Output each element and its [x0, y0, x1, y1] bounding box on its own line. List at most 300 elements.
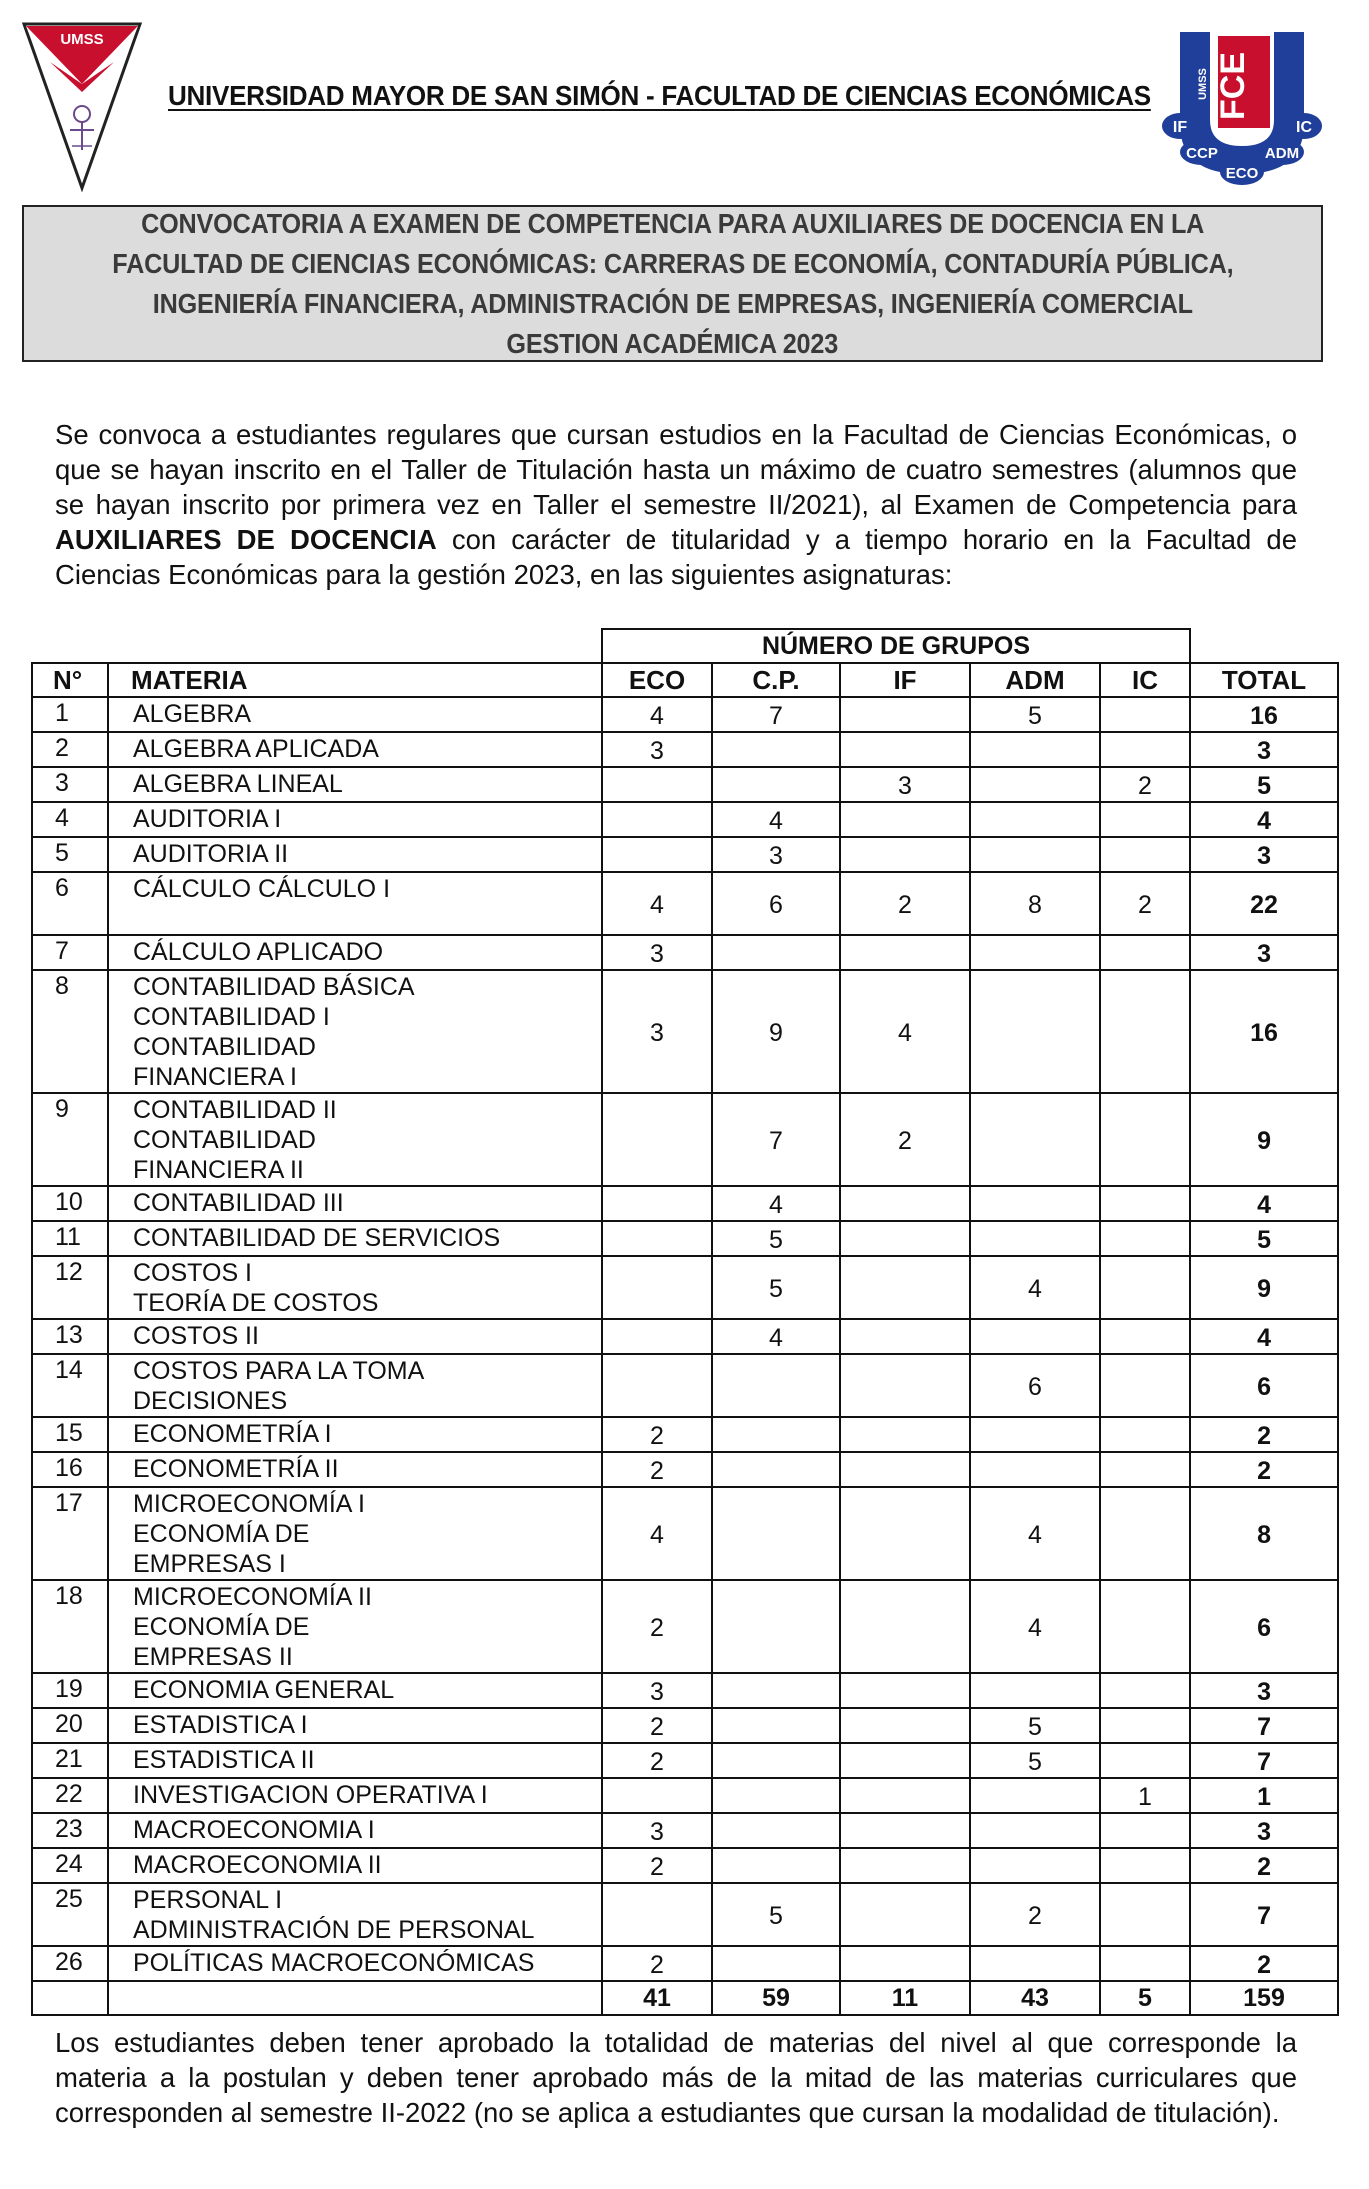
materia-line: ESTADISTICA II	[133, 1746, 315, 1774]
adm-value	[970, 1946, 1100, 1981]
materia-line: CONTABILIDAD	[133, 1126, 316, 1154]
table-row	[32, 1580, 1338, 1673]
cp-value: 7	[712, 1093, 840, 1186]
university-title: UNIVERSIDAD MAYOR DE SAN SIMÓN - FACULTAD DE CIENCIAS ECONÓMICAS	[168, 80, 1151, 111]
cp-value	[712, 1708, 840, 1743]
fce-logo-main: FCE	[1214, 52, 1252, 120]
cp-value	[712, 1946, 840, 1981]
materia-line: PERSONAL I	[133, 1886, 283, 1914]
if-value	[840, 1743, 970, 1778]
ic-value	[1100, 837, 1190, 872]
row-total: 4	[1190, 802, 1338, 837]
materia-cell	[108, 1673, 602, 1708]
row-number: 15	[32, 1417, 108, 1452]
row-number: 6	[32, 872, 108, 935]
table-row	[32, 802, 1338, 837]
fce-tag-ic: IC	[1296, 119, 1312, 136]
umss-logo-text: UMSS	[60, 31, 104, 48]
materia-line: FINANCIERA II	[133, 1156, 304, 1184]
table-row	[32, 837, 1338, 872]
col-eco: ECO	[602, 663, 712, 697]
cp-value	[712, 1487, 840, 1580]
table-row	[32, 1883, 1338, 1946]
adm-value: 5	[970, 697, 1100, 732]
total-cp: 59	[712, 1981, 840, 2015]
materia-line: MICROECONOMÍA II	[133, 1583, 372, 1611]
banner-line: INGENIERÍA FINANCIERA, ADMINISTRACIÓN DE EMPRESAS, INGENIERÍA COMERCIAL	[152, 287, 1193, 319]
materia-cell	[108, 1778, 602, 1813]
materia-line: MICROECONOMÍA I	[133, 1490, 365, 1518]
row-number: 5	[32, 837, 108, 872]
materia-line: ESTADISTICA I	[133, 1711, 308, 1739]
total-if: 11	[840, 1981, 970, 2015]
ic-value	[1100, 1221, 1190, 1256]
materia-cell	[108, 697, 602, 732]
ic-value	[1100, 1848, 1190, 1883]
ic-value	[1100, 1487, 1190, 1580]
if-value	[840, 732, 970, 767]
row-total: 16	[1190, 970, 1338, 1093]
if-value	[840, 802, 970, 837]
col-adm: ADM	[970, 663, 1100, 697]
adm-value	[970, 1221, 1100, 1256]
eco-value: 3	[602, 1673, 712, 1708]
fce-logo-vertical: UMSS	[1197, 68, 1209, 100]
eco-value: 4	[602, 872, 712, 935]
cp-value	[712, 1813, 840, 1848]
eco-value: 3	[602, 732, 712, 767]
ic-value	[1100, 732, 1190, 767]
row-total: 22	[1190, 872, 1338, 935]
eco-value: 4	[602, 697, 712, 732]
total-adm: 43	[970, 1981, 1100, 2015]
table-row	[32, 1093, 1338, 1186]
materia-cell	[108, 1813, 602, 1848]
ic-value	[1100, 1673, 1190, 1708]
row-number: 12	[32, 1256, 108, 1319]
eco-value: 2	[602, 1946, 712, 1981]
row-number: 4	[32, 802, 108, 837]
adm-value: 6	[970, 1354, 1100, 1417]
table-row	[32, 1673, 1338, 1708]
eco-value: 3	[602, 935, 712, 970]
col-cp: C.P.	[712, 663, 840, 697]
materia-line: POLÍTICAS MACROECONÓMICAS	[133, 1949, 535, 1977]
adm-value: 4	[970, 1487, 1100, 1580]
totals-blank	[32, 1981, 108, 2015]
adm-value: 5	[970, 1708, 1100, 1743]
cp-value: 5	[712, 1256, 840, 1319]
adm-value	[970, 732, 1100, 767]
cp-value	[712, 935, 840, 970]
row-number: 8	[32, 970, 108, 1093]
col-ic: IC	[1100, 663, 1190, 697]
cp-value	[712, 767, 840, 802]
table-row	[32, 767, 1338, 802]
materia-line: CONTABILIDAD II	[133, 1096, 337, 1124]
materia-cell	[108, 970, 602, 1093]
if-value	[840, 1417, 970, 1452]
cp-value	[712, 1354, 840, 1417]
row-number: 13	[32, 1319, 108, 1354]
if-value	[840, 1354, 970, 1417]
materia-cell	[108, 1883, 602, 1946]
ic-value	[1100, 935, 1190, 970]
row-total: 6	[1190, 1354, 1338, 1417]
materia-cell	[108, 872, 602, 935]
table-row	[32, 732, 1338, 767]
eco-value: 3	[602, 1813, 712, 1848]
adm-value	[970, 1186, 1100, 1221]
materia-line: ECONOMÍA DE	[133, 1613, 310, 1641]
row-number: 24	[32, 1848, 108, 1883]
row-total: 2	[1190, 1848, 1338, 1883]
col-number: N°	[32, 663, 108, 697]
eco-value: 2	[602, 1708, 712, 1743]
fce-tag-ccp: CCP	[1186, 145, 1218, 162]
eco-value: 2	[602, 1743, 712, 1778]
row-number: 10	[32, 1186, 108, 1221]
materia-line: MACROECONOMIA I	[133, 1816, 375, 1844]
row-total: 2	[1190, 1417, 1338, 1452]
ic-value	[1100, 1708, 1190, 1743]
intro-bold: AUXILIARES DE DOCENCIA	[55, 524, 437, 555]
cp-value: 5	[712, 1221, 840, 1256]
materia-line: EMPRESAS I	[133, 1550, 286, 1578]
row-total: 3	[1190, 935, 1338, 970]
ic-value	[1100, 802, 1190, 837]
table-row	[32, 1354, 1338, 1417]
materia-line: CONTABILIDAD I	[133, 1003, 330, 1031]
col-materia: MATERIA	[108, 663, 602, 697]
if-value	[840, 935, 970, 970]
adm-value: 4	[970, 1256, 1100, 1319]
cp-value: 4	[712, 1186, 840, 1221]
row-total: 2	[1190, 1946, 1338, 1981]
materia-line: EMPRESAS II	[133, 1643, 293, 1671]
cp-value: 5	[712, 1883, 840, 1946]
ic-value	[1100, 697, 1190, 732]
adm-value	[970, 935, 1100, 970]
row-number: 7	[32, 935, 108, 970]
ic-value	[1100, 970, 1190, 1093]
totals-blank	[108, 1981, 602, 2015]
cp-value	[712, 1848, 840, 1883]
banner-line: GESTION ACADÉMICA 2023	[506, 327, 839, 359]
materia-cell	[108, 1580, 602, 1673]
adm-value	[970, 1673, 1100, 1708]
ic-value	[1100, 1452, 1190, 1487]
materia-cell	[108, 1452, 602, 1487]
cp-value	[712, 1452, 840, 1487]
materia-cell	[108, 1319, 602, 1354]
row-number: 26	[32, 1946, 108, 1981]
ic-value	[1100, 1946, 1190, 1981]
intro-text-end: con carácter de titularidad y a tiempo horario en la Facultad de Ciencias Económicas para la gestión 2023, en las siguientes asignaturas:	[55, 524, 1297, 590]
materia-line: FINANCIERA I	[133, 1063, 297, 1091]
total-eco: 41	[602, 1981, 712, 2015]
table-row	[32, 1186, 1338, 1221]
fce-tag-adm: ADM	[1264, 145, 1300, 162]
cp-value: 9	[712, 970, 840, 1093]
table-row	[32, 1813, 1338, 1848]
ic-value	[1100, 1256, 1190, 1319]
row-number: 18	[32, 1580, 108, 1673]
announcement-banner	[22, 205, 1323, 362]
col-if: IF	[840, 663, 970, 697]
materia-cell	[108, 767, 602, 802]
materia-cell	[108, 837, 602, 872]
materia-cell	[108, 1093, 602, 1186]
materia-line: ECONOMIA GENERAL	[133, 1676, 395, 1704]
row-number: 22	[32, 1778, 108, 1813]
materia-line: ALGEBRA LINEAL	[133, 770, 343, 798]
if-value: 4	[840, 970, 970, 1093]
materia-line: DECISIONES	[133, 1387, 288, 1415]
materia-cell	[108, 1221, 602, 1256]
row-number: 2	[32, 732, 108, 767]
row-number: 23	[32, 1813, 108, 1848]
cp-value: 3	[712, 837, 840, 872]
grand-total: 159	[1190, 1981, 1338, 2015]
materia-cell	[108, 1354, 602, 1417]
materia-line: ECONOMÍA DE	[133, 1520, 310, 1548]
row-total: 9	[1190, 1256, 1338, 1319]
requirements-note: Los estudiantes deben tener aprobado la totalidad de materias del nivel al que corresponde la materia a la postulan y deben tener aprobado más de la mitad de las materias curriculares que corresponden al semestre II-2022 (no se aplica a estudiantes que cursan la modalidad de titulación).	[55, 2027, 1297, 2128]
cp-value	[712, 1580, 840, 1673]
eco-value: 2	[602, 1580, 712, 1673]
ic-value	[1100, 1319, 1190, 1354]
materia-cell	[108, 802, 602, 837]
row-total: 4	[1190, 1319, 1338, 1354]
eco-value	[602, 1256, 712, 1319]
row-total: 1	[1190, 1778, 1338, 1813]
intro-text: Se convoca a estudiantes regulares que cursan estudios en la Facultad de Ciencias Económicas, o que se hayan inscrito en el Taller de Titulación hasta un máximo de cuatro semestres (alumnos que se hayan inscrito por primera vez en Taller el semestre II/2021), al Examen de Competencia para	[55, 419, 1297, 520]
materia-cell	[108, 1708, 602, 1743]
eco-value: 3	[602, 970, 712, 1093]
materia-cell	[108, 1256, 602, 1319]
row-total: 7	[1190, 1708, 1338, 1743]
row-number: 14	[32, 1354, 108, 1417]
group-count-header: NÚMERO DE GRUPOS	[602, 629, 1190, 663]
if-value	[840, 1256, 970, 1319]
adm-value: 5	[970, 1743, 1100, 1778]
adm-value: 8	[970, 872, 1100, 935]
row-total: 5	[1190, 767, 1338, 802]
row-total: 3	[1190, 1813, 1338, 1848]
ic-value	[1100, 1186, 1190, 1221]
materia-line: CÁLCULO APLICADO	[133, 938, 384, 966]
ic-value	[1100, 1354, 1190, 1417]
eco-value: 2	[602, 1417, 712, 1452]
adm-value: 4	[970, 1580, 1100, 1673]
total-ic: 5	[1100, 1981, 1190, 2015]
fce-logo	[1158, 28, 1326, 188]
table-row	[32, 1743, 1338, 1778]
adm-value	[970, 837, 1100, 872]
ic-value	[1100, 1417, 1190, 1452]
adm-value	[970, 1093, 1100, 1186]
adm-value	[970, 802, 1100, 837]
materia-line	[133, 904, 601, 934]
table-row	[32, 1946, 1338, 1981]
cp-value	[712, 1417, 840, 1452]
materia-cell	[108, 935, 602, 970]
if-value	[840, 1813, 970, 1848]
table-row	[32, 970, 1338, 1093]
if-value	[840, 697, 970, 732]
table-row	[32, 1778, 1338, 1813]
table-row	[32, 872, 1338, 935]
materia-line: CONTABILIDAD	[133, 1033, 316, 1061]
cp-value: 7	[712, 697, 840, 732]
table-row	[32, 1708, 1338, 1743]
row-number: 25	[32, 1883, 108, 1946]
materia-line: ECONOMETRÍA II	[133, 1455, 339, 1483]
materia-cell	[108, 1487, 602, 1580]
row-total: 2	[1190, 1452, 1338, 1487]
materia-cell	[108, 1848, 602, 1883]
row-total: 9	[1190, 1093, 1338, 1186]
materia-line: MACROECONOMIA II	[133, 1851, 382, 1879]
materia-line: TEORÍA DE COSTOS	[133, 1289, 379, 1317]
eco-value	[602, 767, 712, 802]
row-total: 3	[1190, 732, 1338, 767]
ic-value	[1100, 1580, 1190, 1673]
table-row	[32, 1221, 1338, 1256]
materia-line: CONTABILIDAD BÁSICA	[133, 973, 415, 1001]
if-value	[840, 1848, 970, 1883]
materia-line: ALGEBRA	[133, 700, 252, 728]
row-total: 4	[1190, 1186, 1338, 1221]
row-number: 20	[32, 1708, 108, 1743]
fce-tag-if: IF	[1172, 119, 1188, 136]
if-value	[840, 1452, 970, 1487]
intro-paragraph	[55, 417, 1297, 592]
materia-line: CÁLCULO CÁLCULO I	[133, 875, 391, 903]
eco-value: 2	[602, 1452, 712, 1487]
materia-line: ECONOMETRÍA I	[133, 1420, 332, 1448]
eco-value	[602, 1883, 712, 1946]
ic-value: 1	[1100, 1778, 1190, 1813]
if-value: 2	[840, 872, 970, 935]
eco-value: 2	[602, 1848, 712, 1883]
eco-value	[602, 1778, 712, 1813]
materia-line: CONTABILIDAD DE SERVICIOS	[133, 1224, 501, 1252]
adm-value	[970, 970, 1100, 1093]
materia-line: ALGEBRA APLICADA	[133, 735, 379, 763]
materia-cell	[108, 1417, 602, 1452]
if-value	[840, 1319, 970, 1354]
materia-cell	[108, 1743, 602, 1778]
materia-line: COSTOS PARA LA TOMA	[133, 1357, 425, 1385]
if-value	[840, 1883, 970, 1946]
row-number: 1	[32, 697, 108, 732]
if-value	[840, 1221, 970, 1256]
cp-value	[712, 1673, 840, 1708]
table-row	[32, 935, 1338, 970]
row-number: 16	[32, 1452, 108, 1487]
adm-value	[970, 767, 1100, 802]
eco-value	[602, 1093, 712, 1186]
materia-line: AUDITORIA II	[133, 840, 289, 868]
if-value	[840, 1946, 970, 1981]
row-total: 8	[1190, 1487, 1338, 1580]
adm-value	[970, 1319, 1100, 1354]
adm-value	[970, 1813, 1100, 1848]
materia-line: COSTOS I	[133, 1259, 253, 1287]
cp-value: 4	[712, 802, 840, 837]
table-row	[32, 1319, 1338, 1354]
fce-tag-eco: ECO	[1225, 165, 1259, 182]
adm-value	[970, 1778, 1100, 1813]
row-total: 3	[1190, 837, 1338, 872]
row-total: 6	[1190, 1580, 1338, 1673]
cp-value: 4	[712, 1319, 840, 1354]
if-value	[840, 1708, 970, 1743]
materia-line: CONTABILIDAD III	[133, 1189, 344, 1217]
row-number: 17	[32, 1487, 108, 1580]
table-row	[32, 1848, 1338, 1883]
table-row	[32, 1452, 1338, 1487]
materia-line: AUDITORIA I	[133, 805, 282, 833]
umss-logo	[20, 22, 144, 192]
row-number: 9	[32, 1093, 108, 1186]
adm-value	[970, 1452, 1100, 1487]
row-total: 7	[1190, 1743, 1338, 1778]
banner-line: CONVOCATORIA A EXAMEN DE COMPETENCIA PARA AUXILIARES DE DOCENCIA EN LA	[140, 207, 1205, 239]
materia-line: ADMINISTRACIÓN DE PERSONAL	[133, 1916, 535, 1944]
materia-cell	[108, 1186, 602, 1221]
table-row	[32, 697, 1338, 732]
row-number: 11	[32, 1221, 108, 1256]
table-row	[32, 1417, 1338, 1452]
materia-cell	[108, 732, 602, 767]
if-value	[840, 1778, 970, 1813]
adm-value: 2	[970, 1883, 1100, 1946]
materia-line: COSTOS II	[133, 1322, 259, 1350]
ic-value	[1100, 1883, 1190, 1946]
cp-value	[712, 1743, 840, 1778]
if-value: 2	[840, 1093, 970, 1186]
if-value: 3	[840, 767, 970, 802]
row-total: 5	[1190, 1221, 1338, 1256]
cp-value	[712, 732, 840, 767]
eco-value	[602, 1319, 712, 1354]
eco-value	[602, 1186, 712, 1221]
eco-value	[602, 1221, 712, 1256]
ic-value	[1100, 1743, 1190, 1778]
cp-value: 6	[712, 872, 840, 935]
eco-value	[602, 802, 712, 837]
cp-value	[712, 1778, 840, 1813]
row-number: 3	[32, 767, 108, 802]
materia-cell	[108, 1946, 602, 1981]
row-number: 21	[32, 1743, 108, 1778]
eco-value	[602, 1354, 712, 1417]
ic-value	[1100, 1093, 1190, 1186]
ic-value: 2	[1100, 767, 1190, 802]
if-value	[840, 1580, 970, 1673]
table-row	[32, 1487, 1338, 1580]
table-row	[32, 1256, 1338, 1319]
col-total: TOTAL	[1190, 663, 1338, 697]
subjects-table	[31, 628, 1339, 2016]
ic-value: 2	[1100, 872, 1190, 935]
materia-line: INVESTIGACION OPERATIVA I	[133, 1781, 488, 1809]
adm-value	[970, 1417, 1100, 1452]
row-number: 19	[32, 1673, 108, 1708]
